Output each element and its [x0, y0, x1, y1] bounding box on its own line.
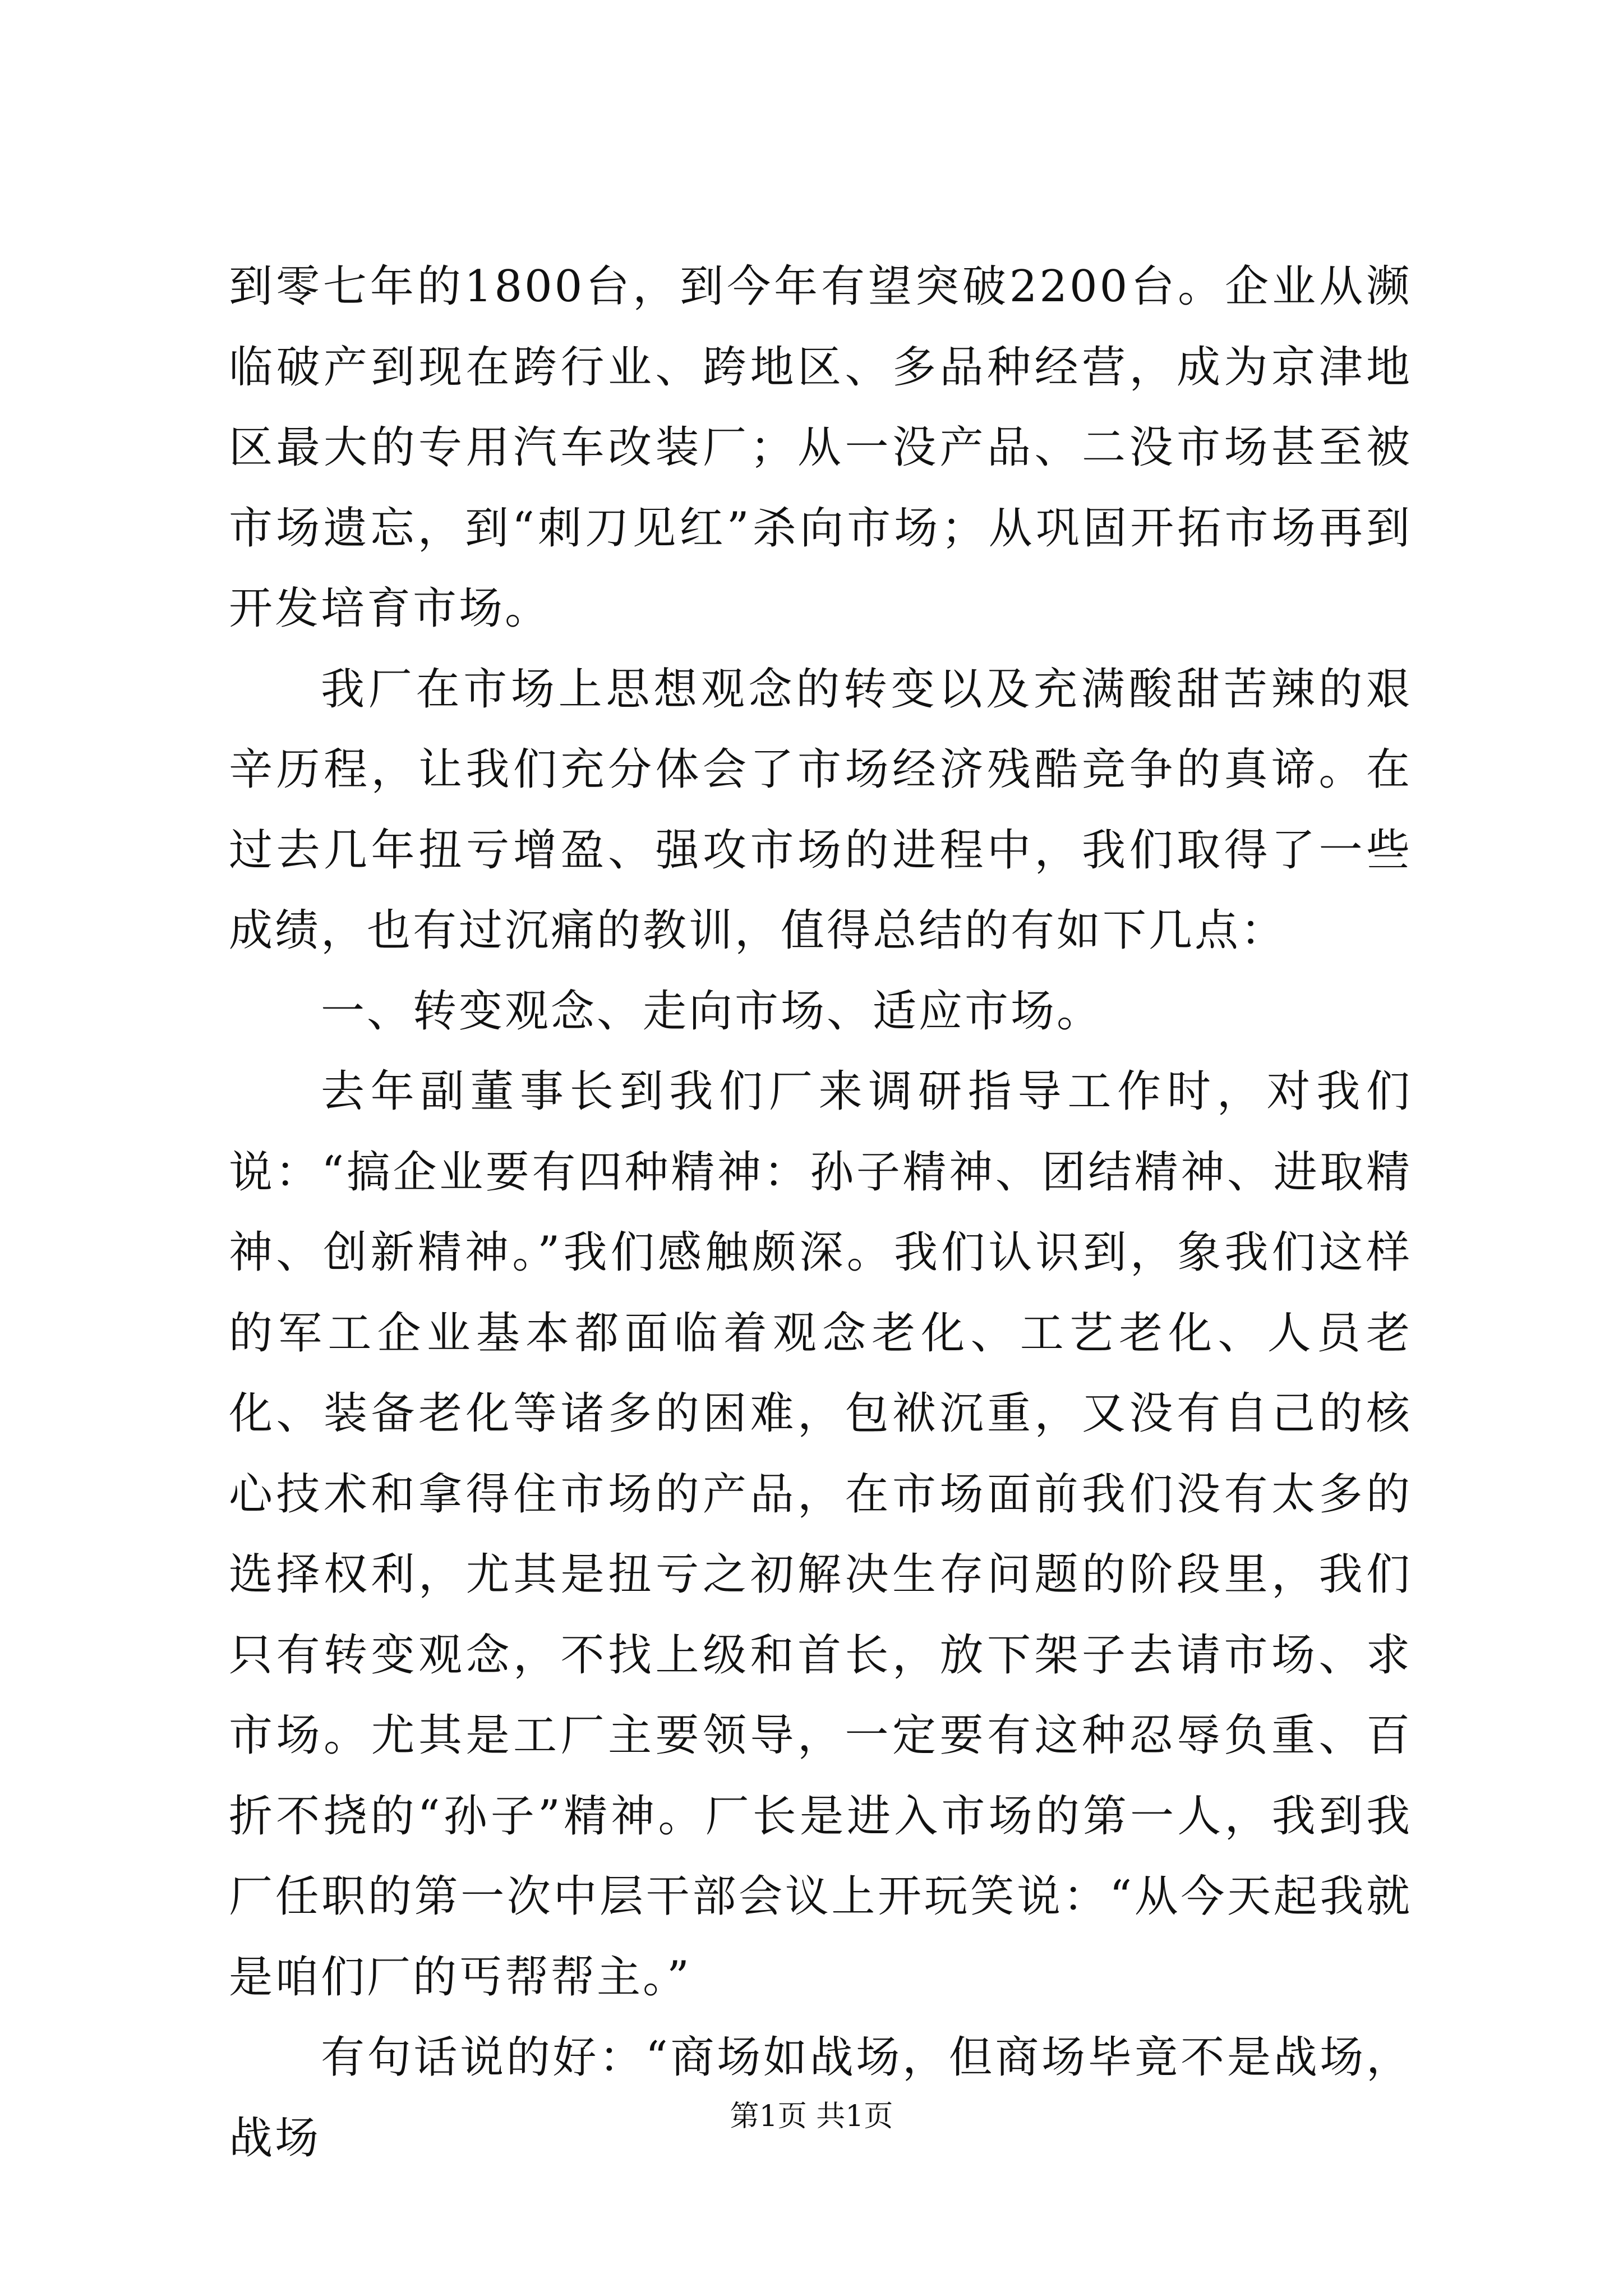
section-heading-1: 一、转变观念、走向市场、适应市场。 — [321, 986, 1103, 1037]
document-body — [229, 247, 1412, 2179]
paragraph-4: 有句话说的好：“商场如战场，但商场毕竟不是战场，战场 — [229, 2032, 1412, 2164]
paragraph-1: 到零七年的1800台，到今年有望突破2200台。企业从濒临破产到现在跨行业、跨地区、多品种经营，成为京津地区最大的专用汽车改装厂；从一没产品、二没市场甚至被市场遗忘，到“刺刀见红”杀向市场；从巩固开拓市场再到开发培育市场。 — [229, 261, 1412, 634]
paragraph-3: 去年副董事长到我们厂来调研指导工作时，对我们说：“搞企业要有四种精神：孙子精神、团结精神、进取精神、创新精神。”我们感触颇深。我们认识到，象我们这样的军工企业基本都面临着观念老化、工艺老化、人员老化、装备老化等诸多的困难，包袱沉重，又没有自己的核心技术和拿得住市场的产品，在市场面前我们没有太多的选择权利，尤其是扭亏之初解决生存问题的阶段里，我们只有转变观念，不找上级和首长，放下架子去请市场、求市场。尤其是工厂主要领导，一定要有这种忍辱负重、百折不挠的“孙子”精神。厂长是进入市场的第一人，我到我厂任职的第一次中层干部会议上开玩笑说：“从今天起我就是咱们厂的丐帮帮主。” — [229, 1066, 1412, 2003]
page-footer: 第1页 共1页 — [730, 2100, 893, 2133]
paragraph-2: 我厂在市场上思想观念的转变以及充满酸甜苦辣的艰辛历程，让我们充分体会了市场经济残酷竞争的真谛。在过去几年扭亏增盈、强攻市场的进程中，我们取得了一些成绩，也有过沉痛的教训，值得总结的有如下几点： — [229, 664, 1412, 956]
